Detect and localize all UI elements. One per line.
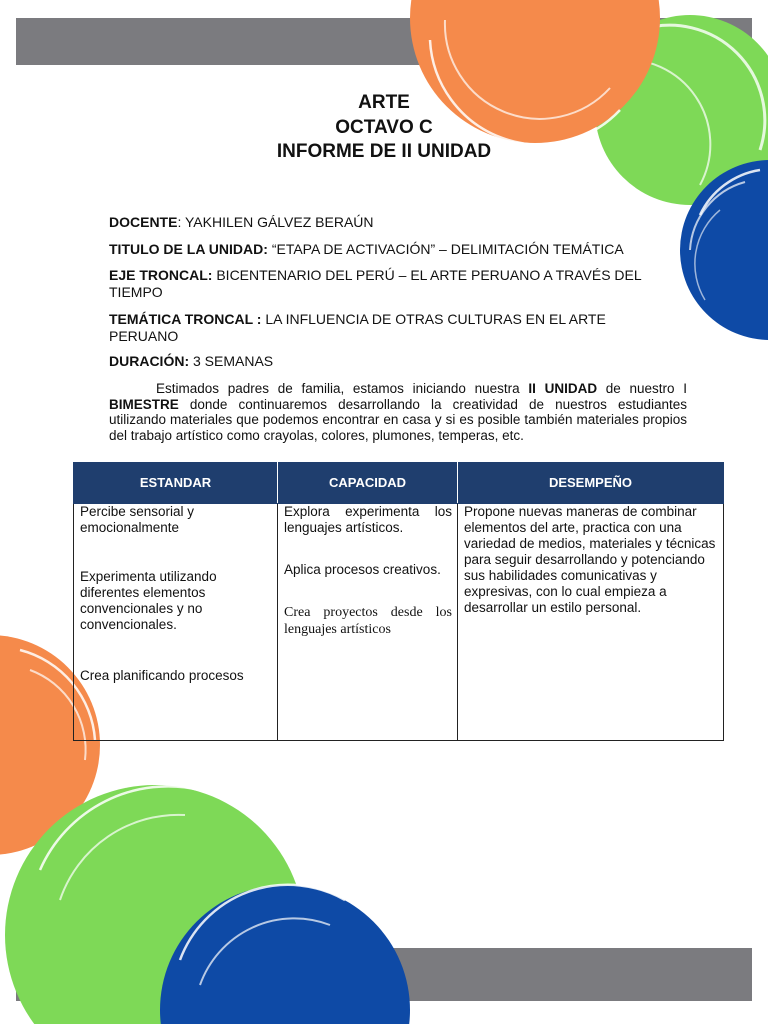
capacidad-item: Crea proyectos desde los lenguajes artísticos: [284, 605, 452, 637]
title-block: [0, 91, 768, 165]
intro-part1: Estimados padres de familia, estamos iniciando nuestra: [156, 381, 529, 396]
report-title: INFORME DE II UNIDAD: [276, 141, 492, 162]
capacidad-cell: [278, 504, 458, 741]
capacidad-item: Aplica procesos creativos.: [284, 562, 441, 577]
tematica-line: [109, 311, 669, 344]
header-capacidad: CAPACIDAD: [278, 463, 458, 504]
titulo-value: “ETAPA DE ACTIVACIÓN” – DELIMITACIÓN TEMÁTICA: [271, 241, 624, 257]
header-estandar: ESTANDAR: [74, 463, 278, 504]
estandar-cell: [74, 504, 278, 741]
eje-line: [109, 267, 669, 300]
tematica-value: LA INFLUENCIA DE OTRAS CULTURAS EN EL ARTE PERUANO: [109, 311, 606, 344]
tematica-label: TEMÁTICA TRONCAL :: [109, 311, 262, 327]
intro-paragraph: [109, 381, 687, 443]
docente-line: [109, 214, 669, 231]
intro-bimestre: BIMESTRE: [109, 396, 179, 412]
duracion-label: DURACIÓN:: [109, 353, 190, 369]
desempeno-item: Propone nuevas maneras de combinar elementos del arte, practica con una variedad de medios, materiales y técnicas para seguir desarrollando y potenciando sus habilidades comunicativas y expresivas, con lo cual empieza a desarrollar un estilo personal.: [464, 504, 716, 615]
table-row: [74, 504, 724, 741]
titulo-line: [109, 241, 669, 258]
duracion-value: 3 SEMANAS: [193, 353, 274, 369]
intro-part3: donde continuaremos desarrollando la creatividad de nuestros estudiantes utilizando materiales que podemos encontrar en casa y si es posible también materiales propios del trabajo artístico como crayolas, colores, plumones, temperas, etc.: [109, 396, 687, 443]
duracion-line: [109, 353, 669, 370]
desempeno-cell: [458, 504, 724, 741]
intro-part2: de nuestro I: [597, 381, 688, 396]
subject-title: ARTE: [358, 92, 410, 113]
estandar-item: Crea planificando procesos: [80, 668, 244, 683]
docente-value: : YAKHILEN GÁLVEZ BERAÚN: [177, 214, 374, 230]
intro-unidad: II UNIDAD: [528, 381, 598, 396]
eje-label: EJE TRONCAL:: [109, 267, 213, 283]
class-title: OCTAVO C: [335, 116, 433, 138]
eje-value: BICENTENARIO DEL PERÚ – EL ARTE PERUANO A TRAVÉS DEL TIEMPO: [109, 267, 642, 300]
titulo-label: TITULO DE LA UNIDAD:: [109, 241, 268, 257]
estandar-item: Experimenta utilizando diferentes elementos convencionales y no convencionales.: [80, 569, 217, 632]
capacidad-item: Explora experimenta los lenguajes artísticos.: [284, 504, 452, 535]
table-header-row: [74, 463, 724, 504]
competencias-table: [73, 462, 724, 741]
header-desempeno: DESEMPEÑO: [458, 463, 724, 504]
docente-label: DOCENTE: [109, 214, 178, 230]
estandar-item: Percibe sensorial y emocionalmente: [80, 504, 195, 535]
